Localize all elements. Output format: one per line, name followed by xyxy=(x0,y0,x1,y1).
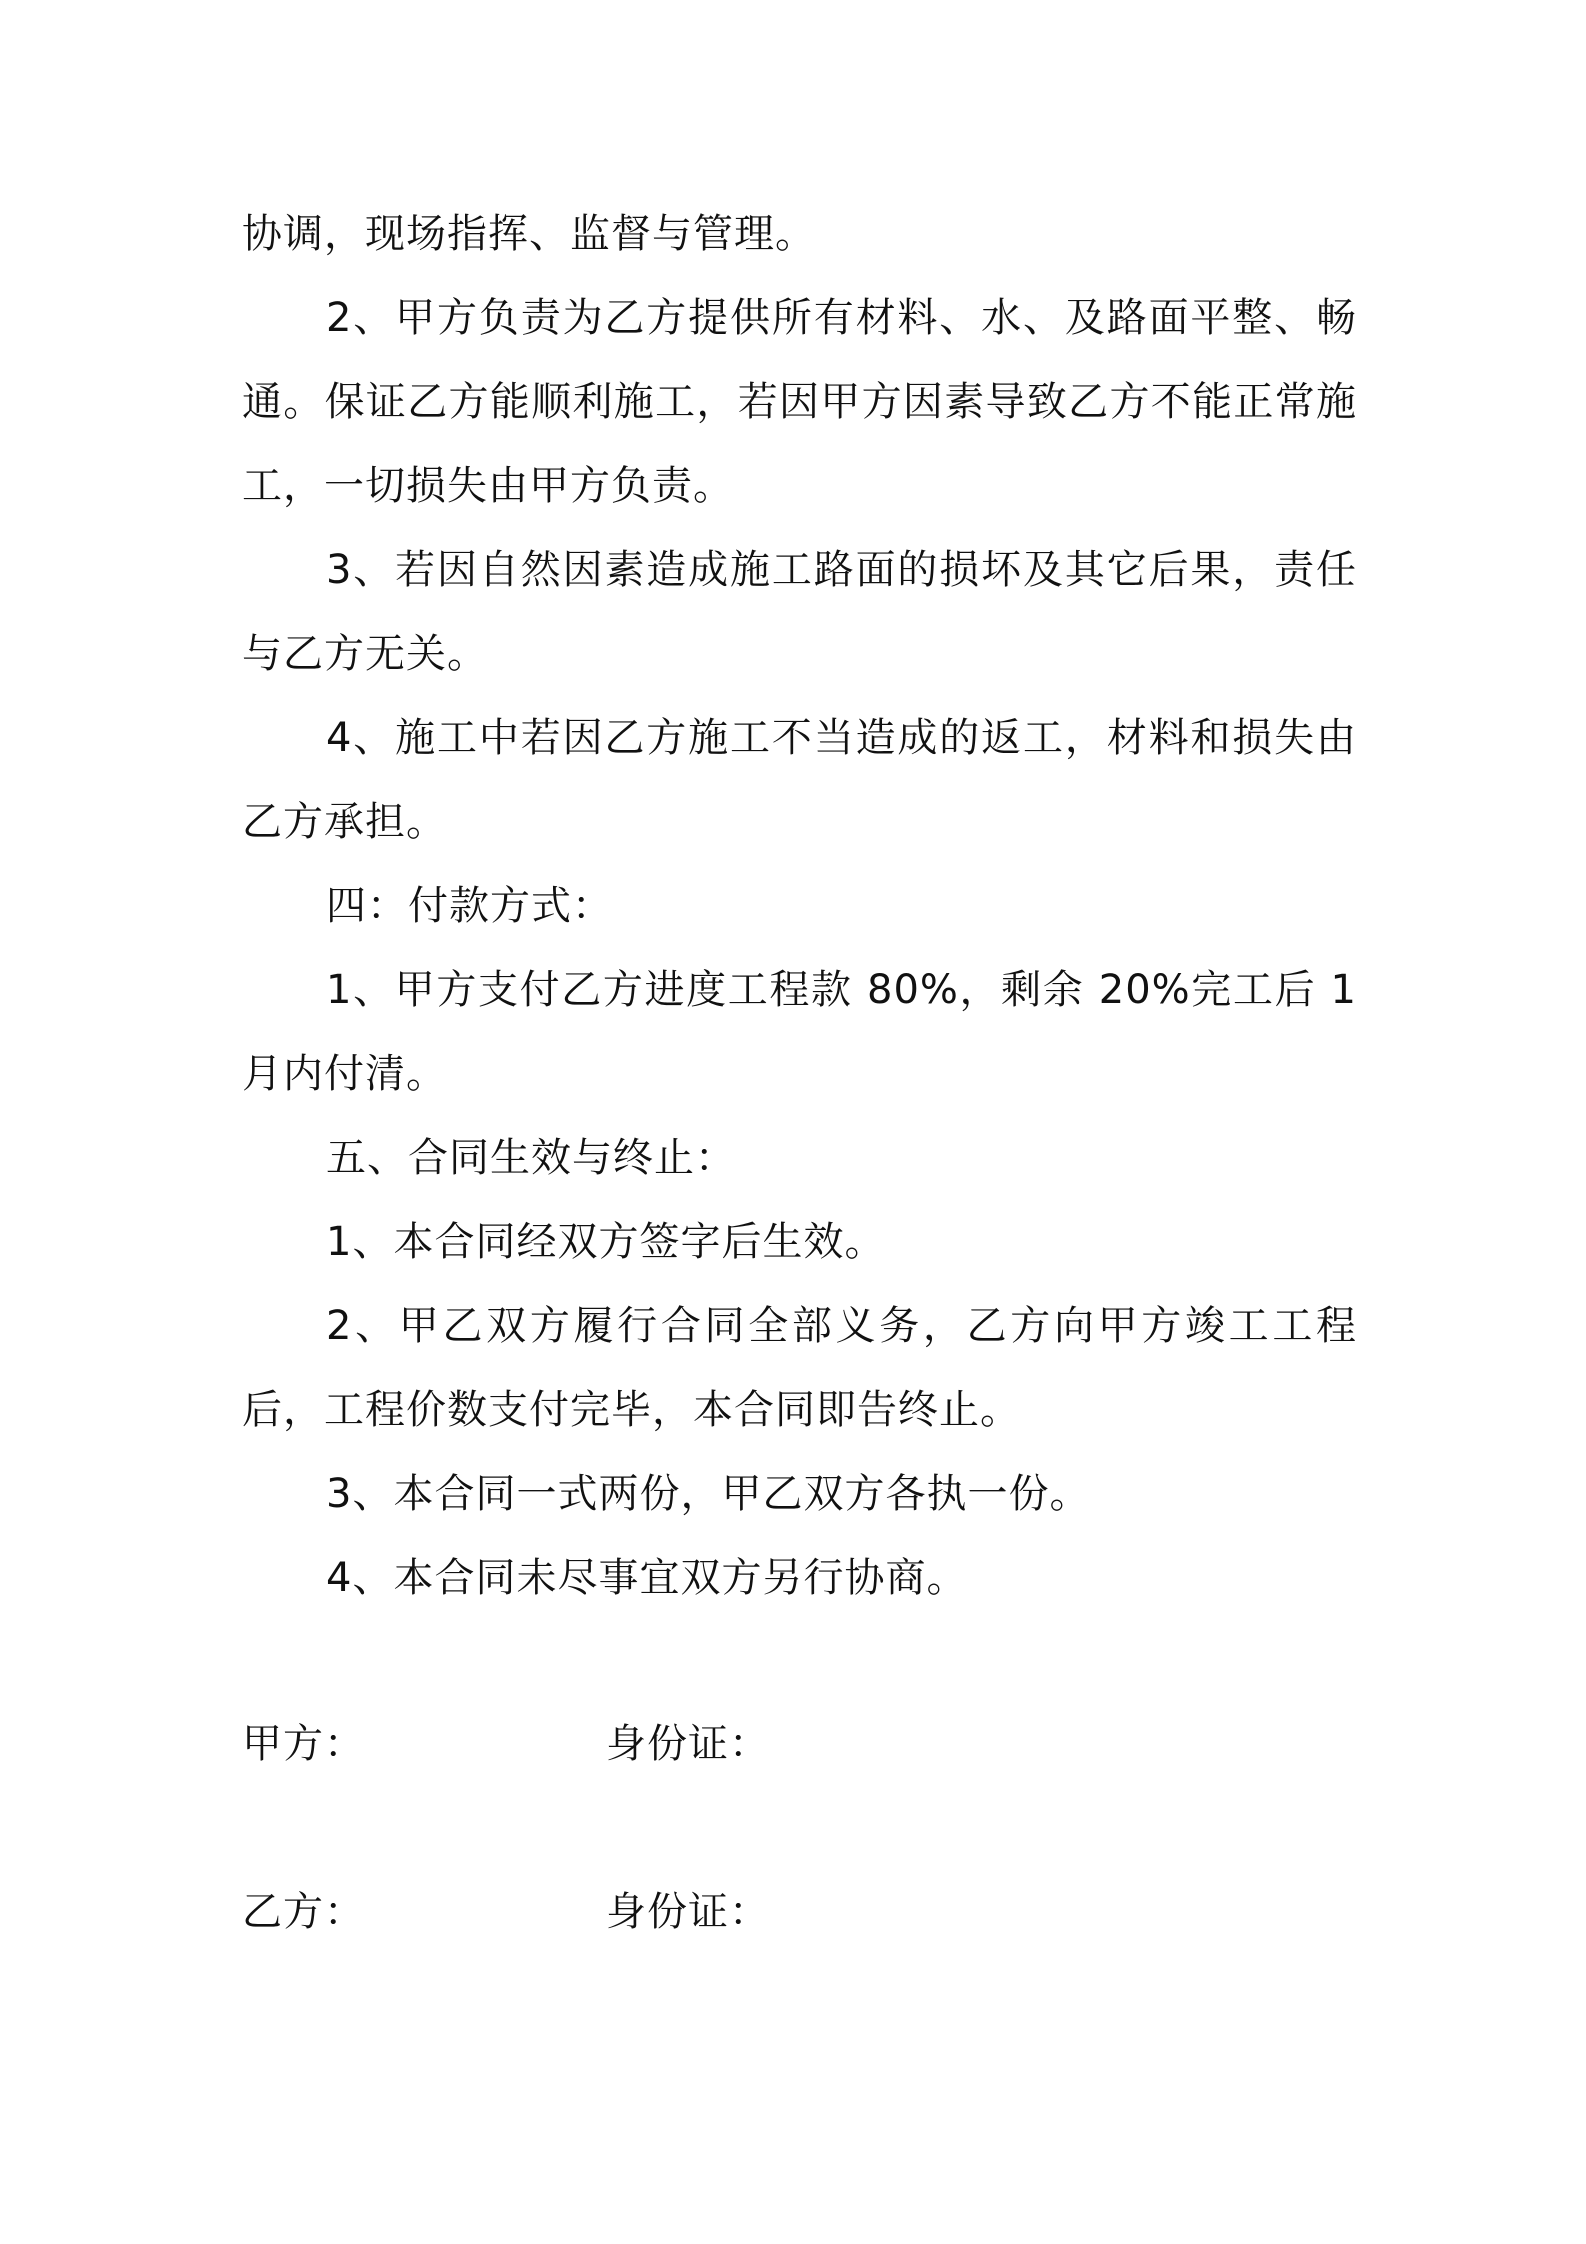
clause-rework-liability: 4、施工中若因乙方施工不当造成的返工，材料和损失由乙方承担。 xyxy=(242,715,1357,845)
signature-row-party-a xyxy=(242,1702,1357,1786)
signature-block xyxy=(242,1702,1357,1954)
party-b-label: 乙方： xyxy=(242,1889,365,1935)
clause-party-a-supplies: 2、甲方负责为乙方提供所有材料、水、及路面平整、畅通。保证乙方能顺利施工，若因甲方因素导致乙方不能正常施工，一切损失由甲方负责。 xyxy=(242,295,1357,509)
clause-natural-damage: 3、若因自然因素造成施工路面的损坏及其它后果，责任与乙方无关。 xyxy=(242,547,1357,677)
section-heading-payment: 四：付款方式： xyxy=(326,883,613,929)
contract-body xyxy=(242,192,1357,1620)
clause-unsettled-matters: 4、本合同未尽事宜双方另行协商。 xyxy=(326,1555,968,1601)
clause-copies: 3、本合同一式两份，甲乙双方各执一份。 xyxy=(326,1471,1091,1517)
clause-termination: 2、甲乙双方履行合同全部义务，乙方向甲方竣工工程后，工程价数支付完毕，本合同即告终止。 xyxy=(242,1303,1357,1433)
signature-row-party-b xyxy=(242,1870,1357,1954)
party-a-id-label: 身份证： xyxy=(606,1721,770,1767)
party-a-label: 甲方： xyxy=(242,1721,365,1767)
party-b-id-label: 身份证： xyxy=(606,1889,770,1935)
paragraph-coordination-end: 协调，现场指挥、监督与管理。 xyxy=(242,211,816,257)
clause-effective-on-signing: 1、本合同经双方签字后生效。 xyxy=(326,1219,886,1265)
clause-payment-terms: 1、甲方支付乙方进度工程款 80%，剩余 20%完工后 1 月内付清。 xyxy=(242,967,1357,1097)
section-heading-effect-termination: 五、合同生效与终止： xyxy=(326,1135,736,1181)
